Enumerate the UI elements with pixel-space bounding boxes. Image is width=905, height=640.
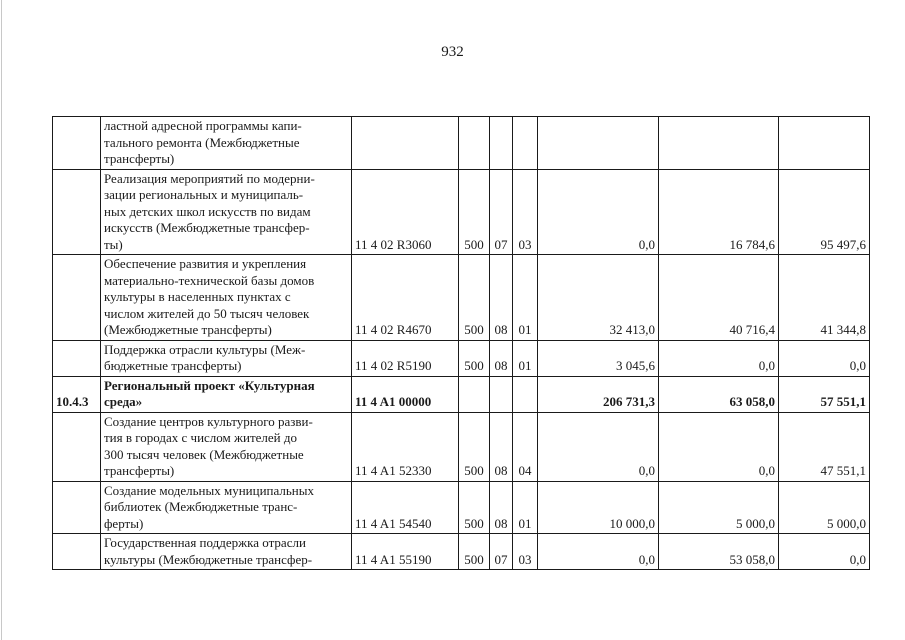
target-code: 11 4 02 R3060	[352, 169, 459, 255]
row-number	[53, 412, 101, 481]
expense-type: 500	[459, 169, 490, 255]
amount-year-1: 3 045,6	[538, 340, 659, 376]
row-name	[101, 117, 352, 170]
row-number: 10.4.3	[53, 376, 101, 412]
amount-year-1: 32 413,0	[538, 255, 659, 341]
target-code: 11 4 02 R5190	[352, 340, 459, 376]
section-code: 08	[490, 255, 513, 341]
table-row	[53, 376, 870, 412]
expense-type	[459, 117, 490, 170]
row-number	[53, 255, 101, 341]
row-name	[101, 340, 352, 376]
subsection-code	[513, 376, 538, 412]
row-name-line: Реализация мероприятий по модерни-	[104, 170, 315, 186]
amount-year-2	[659, 117, 779, 170]
section-code: 08	[490, 340, 513, 376]
row-number	[53, 340, 101, 376]
table-row	[53, 534, 870, 570]
row-name-line: ластной адресной программы капи-	[104, 118, 302, 133]
row-name-line: Обеспечение развития и укрепления	[104, 256, 307, 271]
expense-type: 500	[459, 534, 490, 570]
row-name-line: Государственная поддержка отрасли	[104, 535, 306, 550]
amount-year-1	[538, 117, 659, 170]
amount-year-1: 0,0	[538, 534, 659, 570]
row-name-line: числом жителей до 50 тысяч человек	[104, 305, 310, 321]
table-row	[53, 255, 870, 341]
row-name-line: Региональный проект «Культурная	[104, 377, 315, 393]
table-row	[53, 412, 870, 481]
expense-type	[459, 376, 490, 412]
section-code: 08	[490, 481, 513, 534]
amount-year-2: 63 058,0	[659, 376, 779, 412]
subsection-code: 01	[513, 340, 538, 376]
subsection-code: 01	[513, 255, 538, 341]
amount-year-2: 0,0	[659, 340, 779, 376]
row-number	[53, 117, 101, 170]
target-code	[352, 117, 459, 170]
target-code: 11 4 A1 52330	[352, 412, 459, 481]
amount-year-3: 95 497,6	[779, 169, 870, 255]
row-name-line: культуры в населенных пунктах с	[104, 289, 291, 304]
row-name-line: Создание центров культурного разви-	[104, 413, 313, 429]
row-name-line: зации региональных и муниципаль-	[104, 187, 304, 202]
target-code: 11 4 A1 00000	[352, 376, 459, 412]
section-code	[490, 376, 513, 412]
scan-margin-line	[1, 0, 2, 640]
amount-year-3	[779, 117, 870, 170]
amount-year-1: 206 731,3	[538, 376, 659, 412]
row-number	[53, 534, 101, 570]
budget-table-body	[53, 117, 870, 570]
section-code	[490, 117, 513, 170]
amount-year-1: 0,0	[538, 169, 659, 255]
amount-year-3: 47 551,1	[779, 412, 870, 481]
expense-type: 500	[459, 255, 490, 341]
row-name-line: ферты)	[104, 515, 144, 531]
row-name-line: трансферты)	[104, 463, 175, 478]
table-row	[53, 481, 870, 534]
row-name	[101, 169, 352, 255]
row-name-line: бюджетные трансферты)	[104, 358, 242, 373]
row-name-line: библиотек (Межбюджетные транс-	[104, 499, 298, 514]
subsection-code: 01	[513, 481, 538, 534]
amount-year-2: 40 716,4	[659, 255, 779, 341]
row-name-line: материально-технической базы домов	[104, 272, 315, 288]
expense-type: 500	[459, 412, 490, 481]
row-name-line: культуры (Межбюджетные трансфер-	[104, 551, 313, 567]
section-code: 07	[490, 169, 513, 255]
row-name-line: Создание модельных муниципальных	[104, 482, 314, 498]
amount-year-1: 0,0	[538, 412, 659, 481]
amount-year-3: 57 551,1	[779, 376, 870, 412]
target-code: 11 4 02 R4670	[352, 255, 459, 341]
target-code: 11 4 A1 54540	[352, 481, 459, 534]
expense-type: 500	[459, 481, 490, 534]
subsection-code	[513, 117, 538, 170]
budget-table	[52, 116, 870, 570]
row-number	[53, 169, 101, 255]
subsection-code: 03	[513, 169, 538, 255]
row-name-line: тия в городах с числом жителей до	[104, 430, 297, 445]
table-row	[53, 340, 870, 376]
row-name-line: ты)	[104, 236, 123, 252]
row-name	[101, 376, 352, 412]
row-name	[101, 255, 352, 341]
row-name-line: искусств (Межбюджетные трансфер-	[104, 220, 310, 235]
amount-year-3: 41 344,8	[779, 255, 870, 341]
amount-year-3: 5 000,0	[779, 481, 870, 534]
amount-year-2: 16 784,6	[659, 169, 779, 255]
target-code: 11 4 A1 55190	[352, 534, 459, 570]
table-row	[53, 117, 870, 170]
subsection-code: 03	[513, 534, 538, 570]
row-name-line: тального ремонта (Межбюджетные	[104, 134, 300, 150]
row-number	[53, 481, 101, 534]
row-name-line: трансферты)	[104, 151, 175, 166]
amount-year-2: 5 000,0	[659, 481, 779, 534]
row-name	[101, 412, 352, 481]
row-name	[101, 481, 352, 534]
section-code: 08	[490, 412, 513, 481]
amount-year-3: 0,0	[779, 340, 870, 376]
amount-year-2: 0,0	[659, 412, 779, 481]
amount-year-1: 10 000,0	[538, 481, 659, 534]
expense-type: 500	[459, 340, 490, 376]
row-name-line: ных детских школ искусств по видам	[104, 203, 311, 219]
row-name-line: среда»	[104, 394, 143, 409]
table-row	[53, 169, 870, 255]
section-code: 07	[490, 534, 513, 570]
row-name	[101, 534, 352, 570]
amount-year-2: 53 058,0	[659, 534, 779, 570]
row-name-line: (Межбюджетные трансферты)	[104, 322, 272, 337]
amount-year-3: 0,0	[779, 534, 870, 570]
subsection-code: 04	[513, 412, 538, 481]
row-name-line: 300 тысяч человек (Межбюджетные	[104, 446, 304, 462]
page-number: 932	[441, 44, 464, 60]
row-name-line: Поддержка отрасли культуры (Меж-	[104, 341, 306, 357]
